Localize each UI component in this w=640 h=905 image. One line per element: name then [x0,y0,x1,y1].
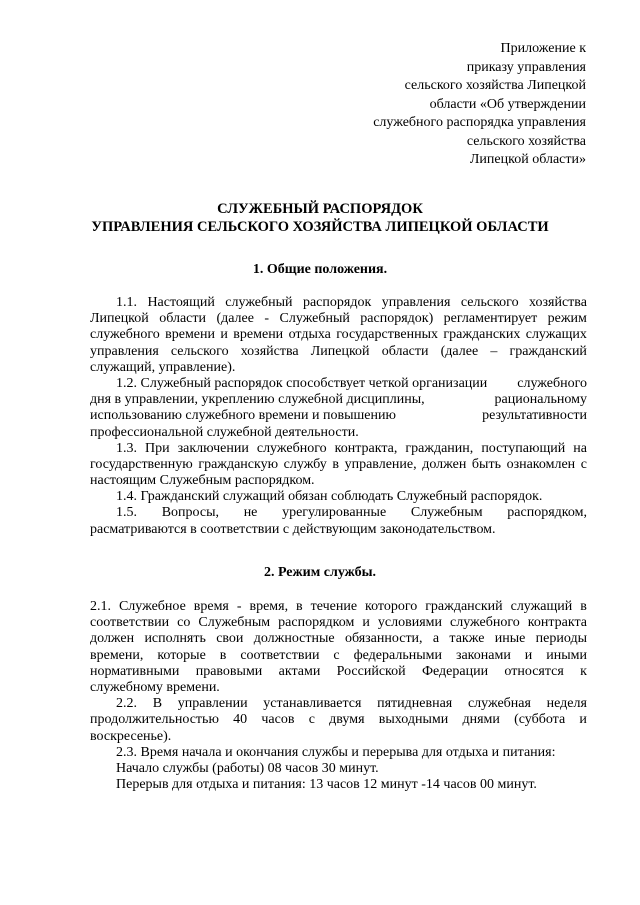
word: распорядком [278,615,355,631]
appendix-line: приказу управления [466,59,586,75]
section2-body [90,599,587,793]
word: в [296,599,303,614]
text-line [90,344,587,360]
appendix-line: служебного распорядка управления [373,115,586,130]
word: и [524,647,533,663]
word: гражданскую [198,456,279,472]
paragraph-2-3 [90,745,587,761]
text-line [90,295,587,311]
word: федеральными [353,647,442,663]
word: свои [216,631,244,647]
word: с [333,647,340,663]
word: и [220,327,228,343]
word: сельского [460,295,519,310]
word: с [308,712,315,728]
word: контракта [527,615,587,631]
word: (далее [216,311,254,327]
word: регламентирует [443,311,538,327]
text-line [90,615,587,631]
word: 1.1. [116,295,137,310]
word: соответствии [240,647,320,663]
word: к [580,663,587,679]
word: Российской [336,663,406,679]
word: быть [471,456,501,472]
word: условиями [377,615,442,631]
word: обязанности, [344,631,423,647]
word: дня в управлении, укреплению служебной дисциплины, [90,392,425,408]
word: (далее [440,343,479,359]
word: Служебным [198,615,271,631]
word: в [332,456,339,472]
word: периоды [535,631,587,647]
word: должностные [253,631,335,647]
word: течение [310,599,358,614]
word: управление, [344,456,417,472]
word: служебного [517,375,587,391]
word: время [193,599,229,614]
text-line: воскресенье). [90,728,172,744]
appendix-line: Приложение к [500,41,586,56]
word: служебная [467,696,531,712]
word: не [243,505,258,521]
text-line: 2.3. Время начала и окончания службы и перерыва для отдыха и питания: [116,744,556,760]
word: Липецкой [310,343,370,359]
text-line [90,599,587,615]
word: Липецкой [90,311,149,327]
paragraph-1-3 [90,441,587,490]
text-line [90,505,587,521]
word: законами [455,647,511,663]
word: иные [494,631,526,647]
word: гражданский [509,343,587,359]
word: Вопросы, [161,505,219,521]
appendix-line: сельского хозяйства [466,133,586,149]
text-line [90,648,587,664]
paragraph-1-1 [90,295,587,376]
text-line: настоящим Служебным распорядком. [90,473,315,489]
section1-body [90,295,587,538]
word: днями [462,712,500,728]
word: результативности [482,408,587,424]
word: ознакомлен [506,456,576,472]
paragraph-2-1 [90,599,587,696]
word: в [580,599,587,614]
word: При [145,440,170,456]
paragraph-1-2 [90,376,587,441]
word: - [264,311,270,327]
word: Служебный [279,311,350,327]
text-line [90,631,587,647]
word: двумя [329,712,365,728]
word: служебного [90,327,160,343]
word: которого [365,599,418,614]
word: служебного [450,615,520,631]
word: продолжительностью [90,712,219,728]
text-line: профессиональной служебной деятельности. [90,424,359,440]
text-line: 1.4. Гражданский служащий обязан соблюдать Служебный распорядок. [116,489,543,505]
section-heading-general: 1. Общие положения. [252,262,388,277]
word: которые [157,647,206,663]
word: иными [546,647,587,663]
word: распорядок) [360,311,434,327]
appendix-line: Липецкой области» [469,152,586,167]
word: служащий [510,599,573,614]
word: распорядком, [507,505,587,521]
document-title-line1: СЛУЖЕБНЫЙ РАСПОРЯДОК [217,201,423,217]
word: Настоящий [147,295,215,310]
word: гражданский [425,599,503,614]
word: использованию служебного времени и повышению [90,408,396,424]
appendix-line: области «Об утверждении [429,96,586,112]
word: гражданских [443,327,521,343]
word: заключении [177,440,249,456]
word: также [449,631,485,647]
word: режим [547,311,587,327]
word: должен [90,631,135,647]
word: области [159,311,207,327]
text-line [90,392,587,408]
word: 1.2. Служебный распорядок способствует четкой организации [116,375,488,391]
service-start-time: Начало службы (работы) 08 часов 30 минут. [116,760,379,776]
word: время, [249,599,289,614]
word: часов [261,712,295,728]
word: поступающий [481,440,566,456]
word: Служебное [118,599,186,614]
word: с [580,456,587,472]
word: урегулированные [282,505,387,521]
word: правовыми [195,663,263,679]
word: службу [283,456,327,472]
word: 1.5. [116,505,137,521]
text-line: служебному времени. [90,679,220,695]
text-line [90,664,587,680]
paragraph-2-2 [90,696,587,745]
lunch-break-time: Перерыв для отдыха и питания: 13 часов 12 минут -14 часов 00 минут. [116,777,537,793]
text-line [90,311,587,327]
word: соответствии [90,615,170,631]
word: на [573,440,587,456]
word: исполнять [144,631,206,647]
word: – [490,343,498,359]
word: области [381,343,429,359]
word: сельского [170,343,229,359]
text-line [90,408,587,424]
word: хозяйства [529,295,587,310]
word: выходными [378,712,449,728]
word: Служебным [410,505,483,521]
word: - [236,599,242,614]
word: относятся [504,663,564,679]
word: со [177,615,191,631]
word: гражданин, [405,440,474,456]
word: и [362,615,370,631]
word: рациональному [494,392,587,408]
paragraph-1-4 [90,489,587,505]
word: Федерации [421,663,489,679]
word: 2.1. [90,599,111,614]
word: пятидневная [377,696,453,712]
word: распорядок [302,295,372,310]
word: и [579,712,587,728]
document-title-line2: УПРАВЛЕНИЯ СЕЛЬСКОГО ХОЗЯЙСТВА ЛИПЕЦКОЙ ОБЛАСТИ [91,219,549,235]
word: 40 [233,712,248,728]
word: времени [165,327,216,343]
text-line [90,327,587,343]
word: государственную [90,456,193,472]
word: управлении [177,696,248,712]
text-line: расматриваются в соответствии с действующим законодательством. [90,521,496,537]
word: 2.2. [116,696,137,712]
word: служебный [225,295,293,310]
word: неделя [546,696,587,712]
word: актами [278,663,321,679]
word: времени, [90,647,144,663]
word: отдыха [288,327,331,343]
appendix-line: сельского хозяйства Липецкой [404,78,586,93]
word: контракта, [334,440,398,456]
text-line [90,712,587,728]
text-line [90,376,587,392]
text-line: служащий, управление). [90,359,236,375]
word: управления [381,295,451,310]
word: служебного [256,440,327,456]
word: а [432,631,440,647]
text-line [90,441,587,457]
word: устанавливается [263,696,362,712]
word: времени [233,327,284,343]
word: управления [90,343,159,359]
word: В [152,696,163,712]
word: служащих [525,327,587,343]
word: хозяйства [240,343,299,359]
word: должен [422,456,467,472]
word: нормативными [90,663,180,679]
word: государственных [336,327,438,343]
text-line [90,696,587,712]
word: в [219,647,227,663]
section-heading-service-mode: 2. Режим службы. [263,565,377,580]
text-line [90,457,587,473]
word: (суббота [514,712,566,728]
appendix-note [373,40,586,170]
paragraph-1-5 [90,505,587,537]
word: 1.3. [116,440,137,456]
